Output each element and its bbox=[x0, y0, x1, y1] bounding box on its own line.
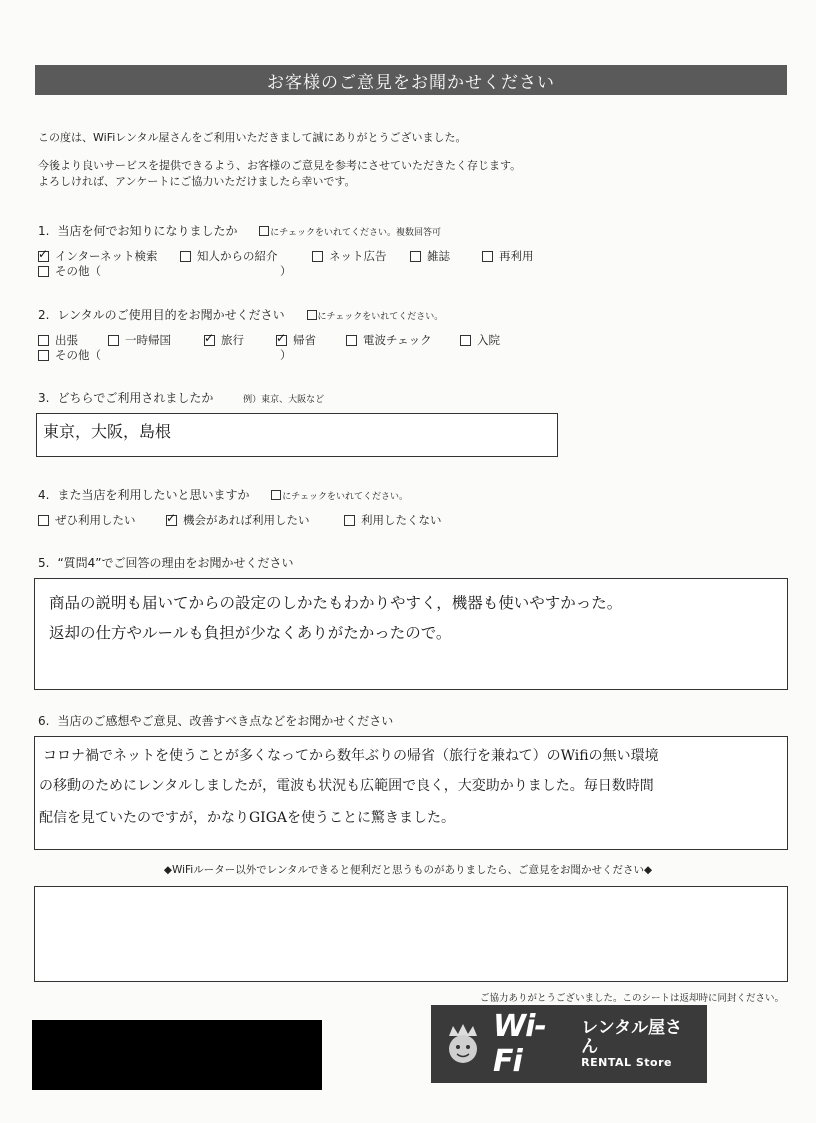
logo-wifi-text: Wi-Fi bbox=[493, 1009, 546, 1079]
question-2-hint: にチェックをいれてください。 bbox=[307, 312, 444, 322]
question-3-text: どちらでご利用されましたか bbox=[57, 391, 214, 405]
q6-answer-line-2: の移動のためにレンタルしましたが，電波も状況も広範囲で良く，大変助かりました。毎日数時間 bbox=[39, 778, 654, 794]
question-3-hint: 例）東京、大阪など bbox=[243, 395, 325, 405]
page-title: お客様のご意見をお聞かせください bbox=[35, 65, 787, 95]
q4-option-no[interactable]: 利用したくない bbox=[344, 512, 442, 528]
redacted-block bbox=[32, 1020, 322, 1090]
q6-answer-box[interactable] bbox=[34, 736, 788, 850]
q1-option-reuse[interactable]: 再利用 bbox=[482, 248, 534, 264]
question-4-text: また当店を利用したいと思いますか bbox=[57, 488, 250, 502]
footer-note: ご協力ありがとうございました。このシートは返却時に同封ください。 bbox=[480, 993, 785, 1004]
question-4: 4. また当店を利用したいと思いますか にチェックをいれてください。 bbox=[38, 488, 409, 502]
mascot-icon bbox=[441, 1022, 485, 1066]
question-1: 1. 当店を何でお知りになりましたか にチェックをいれてください。複数回答可 bbox=[38, 224, 442, 238]
checkbox[interactable] bbox=[180, 251, 191, 262]
checkbox[interactable] bbox=[482, 251, 493, 262]
q7-answer-box[interactable] bbox=[34, 886, 788, 982]
question-3: 3. どちらでご利用されましたか 例）東京、大阪など bbox=[38, 391, 325, 405]
q2-option-hospital[interactable]: 入院 bbox=[460, 332, 500, 348]
q6-answer-line-3: 配信を見ていたのですが，かなりGIGAを使うことに驚きました。 bbox=[39, 810, 456, 826]
q2-option-signal-check[interactable]: 電波チェック bbox=[346, 332, 432, 348]
q1-option-referral[interactable]: 知人からの紹介 bbox=[180, 248, 278, 264]
q1-option-other[interactable]: その他（ bbox=[38, 263, 101, 279]
q2-option-other[interactable]: その他（ bbox=[38, 347, 101, 363]
q1-option-magazine[interactable]: 雑誌 bbox=[410, 248, 450, 264]
intro-line-1: この度は、WiFiレンタル屋さんをご利用いただきまして誠にありがとうございました。 bbox=[38, 131, 467, 144]
q5-answer-line-2: 返却の仕方やルールも負担が少なくありがたかったので。 bbox=[49, 624, 452, 642]
intro-line-2: 今後より良いサービスを提供できるよう、お客様のご意見を参考にさせていただきたく存じます。 bbox=[38, 159, 522, 172]
checkbox[interactable] bbox=[410, 251, 421, 262]
checkbox[interactable] bbox=[346, 335, 357, 346]
checkbox-checked[interactable] bbox=[38, 251, 49, 262]
question-7: ◆WiFiルーター以外でレンタルできると便利だと思うものがありましたら、ご意見をお聞かせください◆ bbox=[163, 864, 653, 876]
question-2-text: レンタルのご使用目的をお聞かせください bbox=[57, 308, 285, 322]
question-6-text: 当店のご感想やご意見、改善すべき点などをお聞かせください bbox=[57, 714, 394, 728]
question-6: 6. 当店のご感想やご意見、改善すべき点などをお聞かせください bbox=[38, 714, 394, 728]
checkbox[interactable] bbox=[38, 515, 49, 526]
q5-answer-box[interactable] bbox=[34, 578, 788, 690]
checkbox-checked[interactable] bbox=[166, 515, 177, 526]
question-1-text: 当店を何でお知りになりましたか bbox=[57, 224, 238, 238]
q4-option-definitely[interactable]: ぜひ利用したい bbox=[38, 512, 136, 528]
checkbox[interactable] bbox=[108, 335, 119, 346]
checkbox[interactable] bbox=[312, 251, 323, 262]
q2-option-homecoming[interactable]: ✓ 帰省 bbox=[276, 332, 316, 348]
q3-answer-text: 東京，大阪，島根 bbox=[43, 422, 172, 441]
question-5-text: “質問4”でご回答の理由をお聞かせください bbox=[57, 556, 294, 570]
q2-option-travel[interactable]: ✓ 旅行 bbox=[204, 332, 244, 348]
checkbox-checked[interactable] bbox=[204, 335, 215, 346]
q1-option-internet[interactable]: ✓ インターネット検索 bbox=[38, 248, 157, 264]
checkbox[interactable] bbox=[38, 266, 49, 277]
q1-other-close: ） bbox=[280, 264, 292, 278]
checkbox[interactable] bbox=[344, 515, 355, 526]
question-1-hint: にチェックをいれてください。複数回答可 bbox=[259, 228, 441, 238]
q3-answer-box[interactable] bbox=[36, 413, 558, 457]
q6-answer-line-1: コロナ禍でネットを使うことが多くなってから数年ぶりの帰省（旅行を兼ねて）のWifiの無い環境 bbox=[43, 748, 659, 764]
store-logo bbox=[431, 1005, 707, 1083]
question-5: 5. “質問4”でご回答の理由をお聞かせください bbox=[38, 556, 294, 570]
checkbox[interactable] bbox=[38, 350, 49, 361]
checkbox[interactable] bbox=[460, 335, 471, 346]
q2-option-temp-return[interactable]: 一時帰国 bbox=[108, 332, 171, 348]
q4-option-if-chance[interactable]: ✓ 機会があれば利用したい bbox=[166, 512, 310, 528]
q1-option-net-ad[interactable]: ネット広告 bbox=[312, 248, 387, 264]
logo-en-text: RENTAL Store bbox=[581, 1055, 672, 1069]
logo-jp-text: レンタル屋さん bbox=[581, 1018, 683, 1057]
checkbox-checked[interactable] bbox=[276, 335, 287, 346]
question-2: 2. レンタルのご使用目的をお聞かせください にチェックをいれてください。 bbox=[38, 308, 444, 322]
checkbox[interactable] bbox=[38, 335, 49, 346]
q2-other-close: ） bbox=[280, 348, 292, 362]
question-4-hint: にチェックをいれてください。 bbox=[271, 492, 408, 502]
q2-option-business[interactable]: 出張 bbox=[38, 332, 78, 348]
intro-line-3: よろしければ、アンケートにご協力いただけましたら幸いです。 bbox=[38, 175, 356, 188]
q5-answer-line-1: 商品の説明も届いてからの設定のしかたもわかりやすく，機器も使いやすかった。 bbox=[49, 594, 623, 612]
